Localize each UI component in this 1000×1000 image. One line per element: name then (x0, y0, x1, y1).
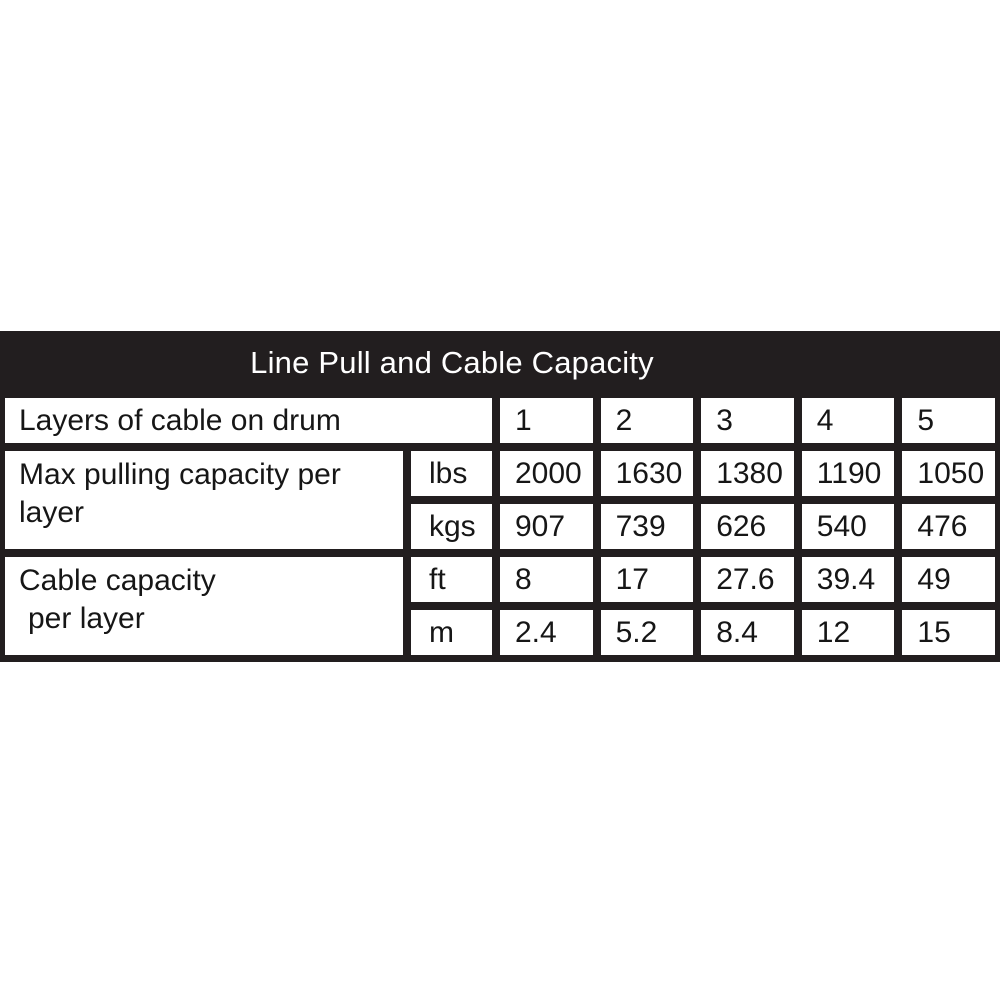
header-row-label-cell: Layers of cable on drum (5, 398, 492, 443)
value-cell-lbs-5: 1050 (902, 451, 995, 496)
table-grid (0, 395, 1000, 662)
line-pull-and-cable-capacity-table (0, 331, 1000, 662)
value-cell-lbs-2: 1630 (601, 451, 694, 496)
value-cell-ft-2: 17 (601, 557, 694, 602)
value-cell-m-1: 2.4 (500, 610, 593, 655)
value-cell-m-4: 12 (802, 610, 895, 655)
value-cell-ft-4: 39.4 (802, 557, 895, 602)
section-label-max-pulling-capacity (5, 451, 403, 549)
value-cell-kgs-2: 739 (601, 504, 694, 549)
table-title: Line Pull and Cable Capacity (250, 345, 654, 380)
value-cell-kgs-4: 540 (802, 504, 895, 549)
layer-header-cell-5: 5 (902, 398, 995, 443)
section-label-cable-capacity (5, 557, 403, 655)
layer-header-cell-1: 1 (500, 398, 593, 443)
section-label-line-1: Max pulling capacity per (19, 458, 341, 491)
value-cell-ft-3: 27.6 (701, 557, 794, 602)
value-cell-m-5: 15 (902, 610, 995, 655)
unit-cell-kgs: kgs (411, 504, 492, 549)
value-cell-kgs-3: 626 (701, 504, 794, 549)
unit-cell-ft: ft (411, 557, 492, 602)
value-cell-m-3: 8.4 (701, 610, 794, 655)
value-cell-ft-5: 49 (902, 557, 995, 602)
value-cell-ft-1: 8 (500, 557, 593, 602)
value-cell-kgs-1: 907 (500, 504, 593, 549)
layer-header-cell-3: 3 (701, 398, 794, 443)
section-label-line-1: Cable capacity (19, 564, 216, 597)
value-cell-kgs-5: 476 (902, 504, 995, 549)
section-label-line-2: layer (19, 496, 85, 529)
value-cell-m-2: 5.2 (601, 610, 694, 655)
layer-header-cell-2: 2 (601, 398, 694, 443)
value-cell-lbs-3: 1380 (701, 451, 794, 496)
value-cell-lbs-1: 2000 (500, 451, 593, 496)
layer-header-cell-4: 4 (802, 398, 895, 443)
section-label-line-2: per layer (28, 602, 145, 635)
table-title-bar (0, 331, 1000, 395)
value-cell-lbs-4: 1190 (802, 451, 895, 496)
unit-cell-lbs: lbs (411, 451, 492, 496)
unit-cell-m: m (411, 610, 492, 655)
